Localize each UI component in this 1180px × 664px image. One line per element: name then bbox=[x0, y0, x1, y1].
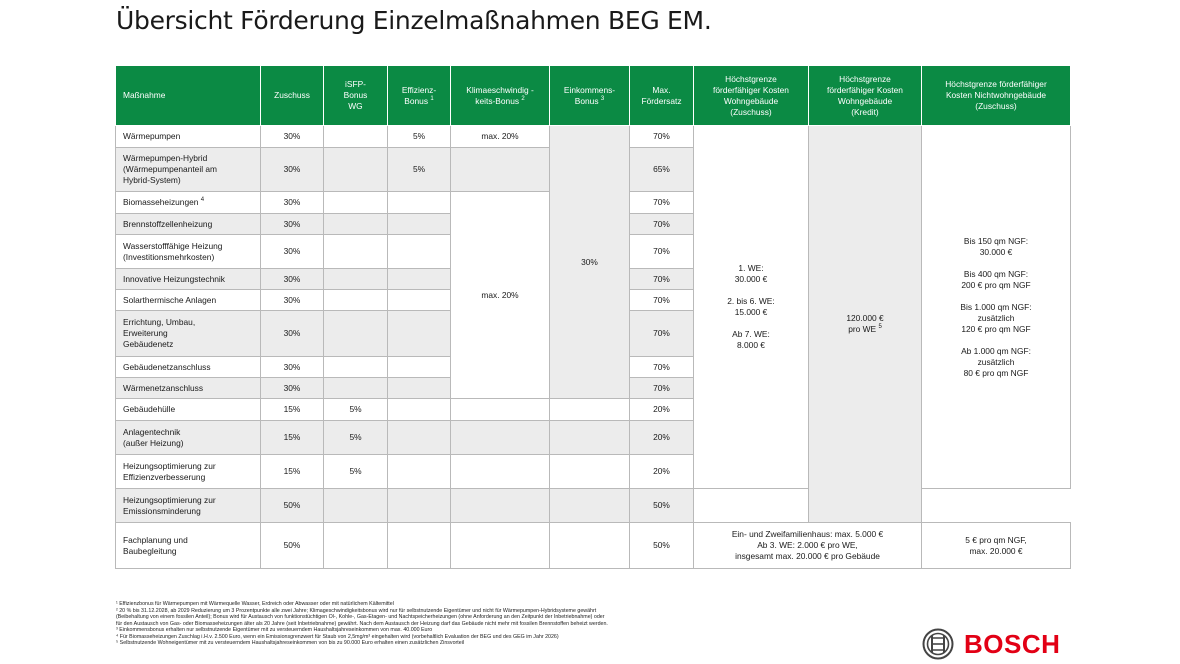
zuschuss-cell: 50% bbox=[261, 489, 324, 523]
measure-name bbox=[116, 269, 261, 290]
isfp-cell bbox=[324, 311, 388, 357]
zuschuss-cell: 30% bbox=[261, 269, 324, 290]
col-header-isfp: iSFP- Bonus WG bbox=[324, 66, 388, 126]
measure-sup: 4 bbox=[200, 197, 205, 204]
col-header-effizienz bbox=[388, 66, 451, 126]
zuschuss-cell: 15% bbox=[261, 421, 324, 455]
zuschuss-cell: 30% bbox=[261, 126, 324, 148]
measure-label: Wasserstofffähige Heizung (Investitionsmehrkosten) bbox=[123, 240, 223, 262]
max-cell: 70% bbox=[630, 269, 694, 290]
measure-label: Fachplanung und Baubegleitung bbox=[123, 534, 188, 556]
measure-label: Heizungsoptimierung zur Effizienzverbesserung bbox=[123, 460, 216, 482]
bosch-armature-icon bbox=[922, 628, 954, 660]
measure-label: Errichtung, Umbau, Erweiterung Gebäudenetz bbox=[123, 317, 196, 349]
effizienz-cell bbox=[388, 214, 451, 235]
klima-cell-merged: max. 20% bbox=[451, 192, 550, 399]
measure-name bbox=[116, 489, 261, 523]
measure-name bbox=[116, 214, 261, 235]
measure-name bbox=[116, 126, 261, 148]
footnotes bbox=[116, 601, 816, 647]
isfp-cell bbox=[324, 357, 388, 378]
col-header-klima-label: Klimaeschwindig - keits-Bonus bbox=[466, 84, 534, 106]
col-header-einkommen-sup: 3 bbox=[600, 95, 605, 102]
max-cell: 65% bbox=[630, 148, 694, 192]
fachplanung-wohn-cell: Ein- und Zweifamilienhaus: max. 5.000 € Ab 3. WE: 2.000 € pro WE, insgesamt max. 20.000 € pro Gebäude bbox=[694, 523, 922, 569]
footnote: ⁵ Selbstnutzende Wohneigentümer mit zu versteuerndem Haushaltsjahreseinkommen von bis zu 90.000 Euro erhalten einen zusätzlichen Zinsvorteil bbox=[116, 640, 465, 646]
max-cell: 70% bbox=[630, 311, 694, 357]
col-header-massnahme: Maßnahme bbox=[116, 66, 261, 126]
measure-name bbox=[116, 311, 261, 357]
einkommen-cell-empty bbox=[550, 399, 630, 421]
table-row bbox=[116, 126, 1071, 148]
zuschuss-cell: 15% bbox=[261, 399, 324, 421]
klima-cell-empty bbox=[451, 489, 550, 523]
col-header-klima-sup: 2 bbox=[521, 95, 525, 102]
col-header-einkommen bbox=[550, 66, 630, 126]
einkommen-cell-empty bbox=[550, 489, 630, 523]
max-cell: 70% bbox=[630, 235, 694, 269]
measure-name bbox=[116, 290, 261, 311]
isfp-cell: 5% bbox=[324, 399, 388, 421]
measure-label: Innovative Heizungstechnik bbox=[123, 273, 225, 284]
isfp-cell: 5% bbox=[324, 421, 388, 455]
zuschuss-cell: 15% bbox=[261, 455, 324, 489]
measure-label: Heizungsoptimierung zur Emissionsminderung bbox=[123, 494, 216, 516]
footnote: (Beibehaltung von einem fossilen Anteil); Bonus wird für Austausch von funktionstüchtigen Öl-, Kohle-, Gas-Etagen- und Nachtspeicherheizungen (ohne Anforderung an den Zeitpunkt der Inbetriebnahme) oder bbox=[116, 614, 605, 620]
effizienz-cell bbox=[388, 235, 451, 269]
max-cell: 70% bbox=[630, 214, 694, 235]
measure-label: Wärmepumpen bbox=[123, 131, 181, 141]
col-header-effizienz-label: Effizienz- Bonus bbox=[401, 84, 437, 106]
bosch-logo bbox=[922, 628, 1060, 660]
zuschuss-cell: 30% bbox=[261, 357, 324, 378]
isfp-cell bbox=[324, 214, 388, 235]
col-header-einkommen-label: Einkommens- Bonus bbox=[563, 84, 616, 106]
wohn-zuschuss-heiz-cell: 1. WE: 30.000 € 2. bis 6. WE: 15.000 € Ab 7. WE: 8.000 € bbox=[694, 126, 809, 489]
effizienz-cell bbox=[388, 357, 451, 378]
klima-cell-empty bbox=[451, 421, 550, 455]
isfp-cell bbox=[324, 235, 388, 269]
measure-name bbox=[116, 378, 261, 399]
zuschuss-cell: 30% bbox=[261, 214, 324, 235]
effizienz-cell bbox=[388, 311, 451, 357]
effizienz-cell bbox=[388, 192, 451, 214]
col-header-max: Max. Fördersatz bbox=[630, 66, 694, 126]
footnote: ³ Einkommensbonus erhalten nur selbstnutzende Eigentümer mit zu versteuerndem Haushaltsjahreseinkommen von max. 40.000 Euro bbox=[116, 627, 433, 633]
measure-label: Wärmepumpen-Hybrid (Wärmepumpenanteil am Hybrid-System) bbox=[123, 153, 218, 185]
measure-name bbox=[116, 399, 261, 421]
max-cell: 70% bbox=[630, 192, 694, 214]
effizienz-cell: 5% bbox=[388, 126, 451, 148]
footnote: ¹ Effizienzbonus für Wärmepumpen mit Wärmequelle Wasser, Erdreich oder Abwasser oder mit natürlichem Kältemittel bbox=[116, 601, 394, 607]
effizienz-cell bbox=[388, 269, 451, 290]
einkommen-cell-empty bbox=[550, 421, 630, 455]
klima-cell-empty bbox=[451, 148, 550, 192]
measure-name bbox=[116, 192, 261, 214]
measure-name bbox=[116, 235, 261, 269]
footnote: ⁴ Für Biomasseheizungen Zuschlag i.H.v. 2.500 Euro, wenn ein Emissionsgrenzwert für Staub von 2,5mg/m³ eingehalten wird (vorbehaltlich Evaluation der BEG und des GEG im Jahr 2026) bbox=[116, 633, 559, 640]
col-header-effizienz-sup: 1 bbox=[430, 95, 434, 102]
measure-name bbox=[116, 455, 261, 489]
bosch-wordmark: BOSCH bbox=[964, 628, 1061, 659]
measure-label: Biomasseheizungen bbox=[123, 197, 199, 207]
isfp-cell bbox=[324, 489, 388, 523]
measure-label: Solarthermische Anlagen bbox=[123, 294, 217, 305]
funding-table bbox=[115, 65, 1071, 569]
table-row bbox=[116, 523, 1071, 569]
effizienz-cell bbox=[388, 455, 451, 489]
wohn-kredit-cell bbox=[809, 126, 922, 523]
col-header-klima bbox=[451, 66, 550, 126]
zuschuss-cell: 30% bbox=[261, 192, 324, 214]
max-cell: 20% bbox=[630, 421, 694, 455]
max-cell: 70% bbox=[630, 290, 694, 311]
header-row bbox=[116, 66, 1071, 126]
einkommen-cell-empty bbox=[550, 523, 630, 569]
measure-label: Brennstoffzellenheizung bbox=[123, 218, 213, 229]
isfp-cell bbox=[324, 290, 388, 311]
isfp-cell: 5% bbox=[324, 455, 388, 489]
wohn-kredit-value: 120.000 € pro WE bbox=[846, 313, 884, 334]
zuschuss-cell: 30% bbox=[261, 311, 324, 357]
max-cell: 50% bbox=[630, 523, 694, 569]
table-row bbox=[116, 489, 1071, 523]
max-cell: 70% bbox=[630, 126, 694, 148]
isfp-cell bbox=[324, 269, 388, 290]
max-cell: 70% bbox=[630, 378, 694, 399]
effizienz-cell bbox=[388, 523, 451, 569]
footnote: für den Austausch von Gas- oder Biomasseheizungen älter als 20 Jahre (seit Inbetriebnahme) gewährt. Nach dem Austausch der Heizung darf das Gebäude nicht mehr mit fossilen Brennstoffen beheizt werden. bbox=[116, 620, 608, 627]
zuschuss-cell: 30% bbox=[261, 290, 324, 311]
measure-name bbox=[116, 148, 261, 192]
wohn-kredit-sup: 5 bbox=[878, 324, 882, 331]
footnote: ² 20 % bis 31.12.2028, ab 2029 Reduzierung um 3 Prozentpunkte alle zwei Jahre; Klimageschwindigkeitsbonus wird nur für selbstnutzende Eigentümer und nicht für Wärmepumpen-Hybridsysteme gewährt bbox=[116, 607, 597, 614]
col-header-nichtwohn: Höchstgrenze förderfähiger Kosten Nichtwohngebäude (Zuschuss) bbox=[922, 66, 1071, 126]
col-header-wohn-zuschuss: Höchstgrenze förderfähiger Kosten Wohngebäude (Zuschuss) bbox=[694, 66, 809, 126]
klima-cell: max. 20% bbox=[451, 126, 550, 148]
isfp-cell bbox=[324, 378, 388, 399]
col-header-zuschuss: Zuschuss bbox=[261, 66, 324, 126]
page-title: Übersicht Förderung Einzelmaßnahmen BEG EM. bbox=[116, 6, 712, 35]
effizienz-cell bbox=[388, 489, 451, 523]
isfp-cell bbox=[324, 523, 388, 569]
zuschuss-cell: 30% bbox=[261, 148, 324, 192]
measure-name bbox=[116, 357, 261, 378]
measure-name bbox=[116, 421, 261, 455]
max-cell: 50% bbox=[630, 489, 694, 523]
zuschuss-cell: 30% bbox=[261, 378, 324, 399]
max-cell: 20% bbox=[630, 455, 694, 489]
col-header-wohn-kredit: Höchstgrenze förderfähiger Kosten Wohngebäude (Kredit) bbox=[809, 66, 922, 126]
isfp-cell bbox=[324, 148, 388, 192]
measure-label: Anlagentechnik (außer Heizung) bbox=[123, 426, 184, 448]
max-cell: 70% bbox=[630, 357, 694, 378]
effizienz-cell bbox=[388, 378, 451, 399]
max-cell: 20% bbox=[630, 399, 694, 421]
effizienz-cell: 5% bbox=[388, 148, 451, 192]
effizienz-cell bbox=[388, 290, 451, 311]
isfp-cell bbox=[324, 126, 388, 148]
klima-cell-empty bbox=[451, 523, 550, 569]
effizienz-cell bbox=[388, 421, 451, 455]
zuschuss-cell: 30% bbox=[261, 235, 324, 269]
zuschuss-cell: 50% bbox=[261, 523, 324, 569]
isfp-cell bbox=[324, 192, 388, 214]
effizienz-cell bbox=[388, 399, 451, 421]
measure-label: Gebäudehülle bbox=[123, 404, 176, 414]
einkommen-cell-merged: 30% bbox=[550, 126, 630, 399]
measure-label: Wärmenetzanschluss bbox=[123, 382, 204, 393]
nichtwohn-heiz-cell: Bis 150 qm NGF: 30.000 € Bis 400 qm NGF: 200 € pro qm NGF Bis 1.000 qm NGF: zusätzlich 120 € pro qm NGF Ab 1.000 qm NGF: zusätzlich 80 € pro qm NGF bbox=[922, 126, 1071, 489]
funding-table-container bbox=[115, 65, 1070, 569]
einkommen-cell-empty bbox=[550, 455, 630, 489]
klima-cell-empty bbox=[451, 399, 550, 421]
fachplanung-nichtwohn-cell: 5 € pro qm NGF, max. 20.000 € bbox=[922, 523, 1071, 569]
measure-name bbox=[116, 523, 261, 569]
measure-label: Gebäudenetzanschluss bbox=[123, 361, 211, 372]
klima-cell-empty bbox=[451, 455, 550, 489]
